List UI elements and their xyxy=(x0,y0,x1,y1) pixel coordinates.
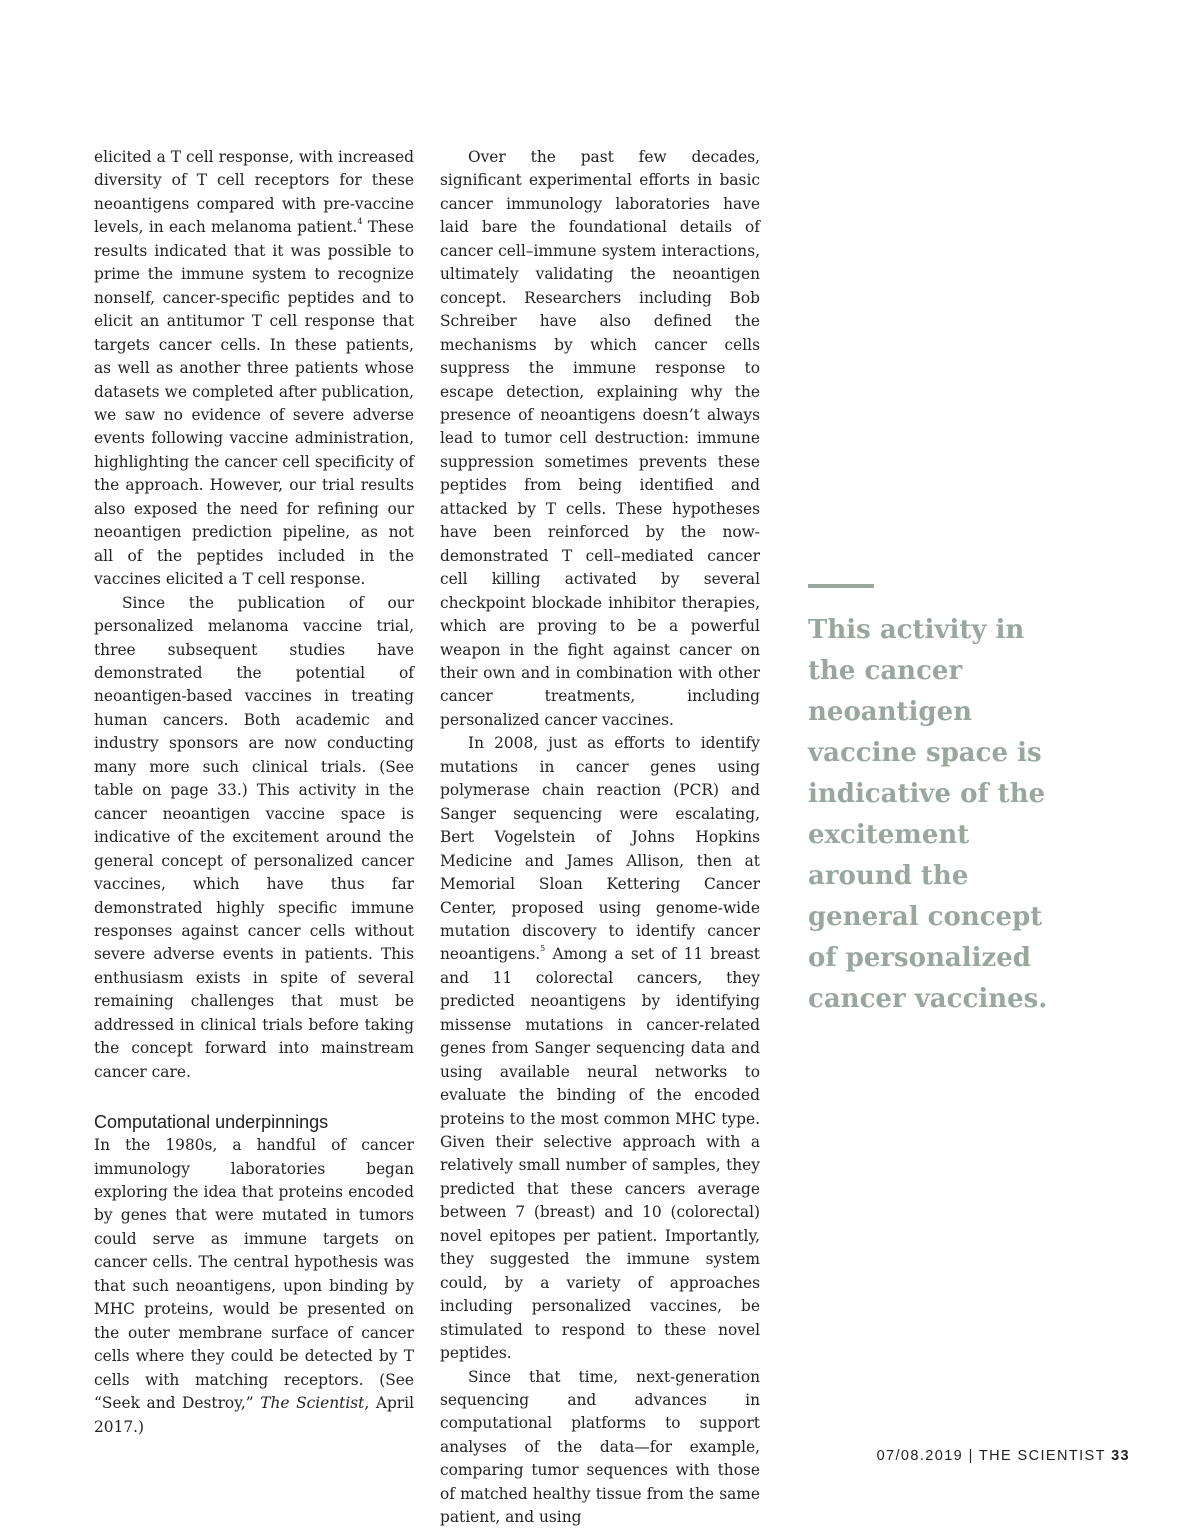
paragraph: Since that time, next-generation sequencing and advances in computational platforms to support analyses of the data—for example, comparing tumor sequences with those of matched healthy tissue from the same patient, and using xyxy=(440,1367,760,1527)
paragraph: Since the publication of our personalized melanoma vaccine trial, three subsequent studies have demonstrated the potential of neoantigen-based vaccines in treating human cancers. Both academic and industry sponsors are now conducting many more such clinical trials. (See table on page 33.) This activity in the cancer neoantigen vaccine space is indicative of the excitement around the general concept of personalized cancer vaccines, which have thus far demonstrated highly specific immune responses against cancer cells without severe adverse events in patients. This enthusiasm exists in spite of several remaining challenges that must be addressed in clinical trials before taking the concept forward into mainstream cancer care. xyxy=(94,593,414,1081)
paragraph: elicited a T cell response, with increased diversity of T cell receptors for these neoantigens compared with pre-vaccine levels, in each melanoma patient.$^4$ These results indicated that it was possible to prime the immune system to recognize nonself, cancer-specific peptides and to elicit an antitumor T cell response that targets cancer cells. In these patients, as well as another three patients whose datasets we completed after publication, we saw no evidence of severe adverse events following vaccine administration, highlighting the cancer cell specificity of the approach. However, our trial results also exposed the need for refining our neoantigen prediction pipeline, as not all of the peptides included in the vaccines elicited a T cell response. xyxy=(94,148,415,589)
page-number: 33 xyxy=(1111,1448,1130,1464)
paragraph: Over the past few decades, significant experimental efforts in basic cancer immunology laboratories have laid bare the foundational details of cancer cell–immune system interactions, ultimately validating the neoantigen concept. Researchers including Bob Schreiber have also defined the mechanisms by which cancer cells suppress the immune response to escape detection, explaining why the presence of neoantigens doesn’t always lead to tumor cell destruction: immune suppression sometimes prevents these peptides from being identified and attacked by T cells. These hypotheses have been reinforced by the now-demonstrated T cell–mediated cancer cell killing activated by several checkpoint blockade inhibitor therapies, which are proving to be a powerful weapon in the fight against cancer on their own and in combination with other cancer treatments, including personalized cancer vaccines. xyxy=(440,148,760,729)
page-footer xyxy=(877,1448,1130,1464)
section-subheading: Computational underpinnings xyxy=(94,1112,329,1133)
paragraph: In the 1980s, a handful of cancer immunology laboratories began exploring the idea that proteins encoded by genes that were mutated in tumors could serve as immune targets on cancer cells. The central hypothesis was that such neoantigens, upon binding by MHC proteins, would be presented on the outer membrane surface of cancer cells where they could be detected by T cells with matching receptors. (See “Seek and Destroy,” The Scientist, April 2017.) xyxy=(94,1136,415,1436)
pull-quote xyxy=(808,584,1078,1020)
pull-quote-text: This activity in the cancer neoantigen vaccine space is indicative of the excitement around the general concept of personalized cancer vaccines. xyxy=(808,615,1048,1014)
article-column-left xyxy=(94,146,414,1439)
publication-name: THE SCIENTIST xyxy=(978,1448,1106,1464)
publication-title: The Scientist xyxy=(260,1394,365,1413)
article-column-right xyxy=(440,146,760,1530)
footnote-ref: 4 xyxy=(357,217,363,227)
pull-quote-rule xyxy=(808,584,874,588)
paragraph: In 2008, just as efforts to identify mutations in cancer genes using polymerase chain reaction (PCR) and Sanger sequencing were escalating, Bert Vogelstein of Johns Hopkins Medicine and James Allison, then at Memorial Sloan Kettering Cancer Center, proposed using genome-wide mutation discovery to identify cancer neoantigens.$^5$ Among a set of 11 breast and 11 colorectal cancers, they predicted neoantigens by identifying missense mutations in cancer-related genes from Sanger sequencing data and using available neural networks to evaluate the binding of the encoded proteins to the most common MHC type. Given their selective approach with a relatively small number of samples, they predicted that these cancers average between 7 (breast) and 10 (colorectal) novel epitopes per patient. Importantly, they suggested the immune system could, by a variety of approaches including personalized vaccines, be stimulated to respond to these novel peptides. xyxy=(440,734,760,1363)
footer-separator: | xyxy=(968,1448,974,1464)
issue-date: 07/08.2019 xyxy=(876,1448,964,1464)
footnote-ref: 5 xyxy=(540,944,546,954)
